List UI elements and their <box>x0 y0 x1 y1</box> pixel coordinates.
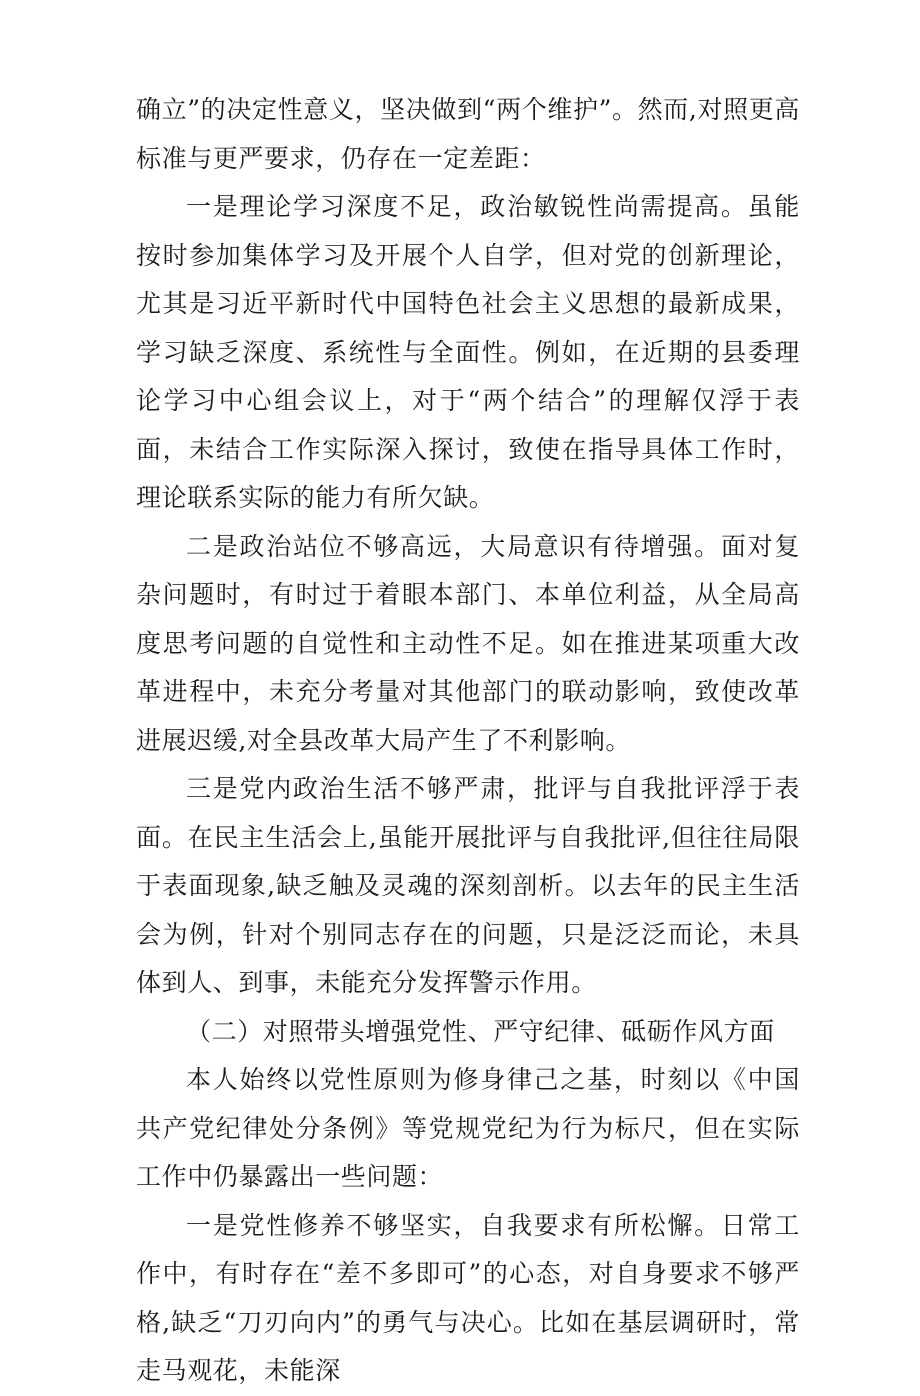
paragraph-point-party-cultivation: 一是党性修养不够坚实，自我要求有所松懈。日常工作中，有时存在“差不多即可”的心态，对自身要求不够严格,缺乏“刀刃向内”的勇气与决心。比如在基层调研时，常走马观花，未能深 <box>136 1210 800 1385</box>
paragraph-point-political-stance: 二是政治站位不够高远，大局意识有待增强。面对复杂问题时，有时过于着眼本部门、本单位利益，从全局高度思考问题的自觉性和主动性不足。如在推进某项重大改革进程中，未充分考量对其他部门的联动影响，致使改革进展迟缓,对全县改革大局产生了不利影响。 <box>136 531 800 755</box>
paragraph-continuation: 确立”的决定性意义，坚决做到“两个维护”。然而,对照更高标准与更严要求，仍存在一定差距： <box>136 95 800 173</box>
paragraph-point-theory-study: 一是理论学习深度不足，政治敏锐性尚需提高。虽能按时参加集体学习及开展个人自学，但对党的创新理论，尤其是习近平新时代中国特色社会主义思想的最新成果，学习缺乏深度、系统性与全面性。例如，在近期的县委理论学习中心组会议上，对于“两个结合”的理解仅浮于表面，未结合工作实际深入探讨，致使在指导具体工作时，理论联系实际的能力有所欠缺。 <box>136 192 800 512</box>
paragraph-section-intro: 本人始终以党性原则为修身律己之基，时刻以《中国共产党纪律处分条例》等党规党纪为行为标尺，但在实际工作中仍暴露出一些问题： <box>136 1065 800 1191</box>
document-page <box>136 86 800 1396</box>
paragraph-point-party-life: 三是党内政治生活不够严肃，批评与自我批评浮于表面。在民主生活会上,虽能开展批评与自我批评,但往往局限于表面现象,缺乏触及灵魂的深刻剖析。以去年的民主生活会为例，针对个别同志存在的问题，只是泛泛而论，未具体到人、到事，未能充分发挥警示作用。 <box>136 774 800 997</box>
section-heading: （二）对照带头增强党性、严守纪律、砥砺作风方面 <box>186 1016 775 1046</box>
